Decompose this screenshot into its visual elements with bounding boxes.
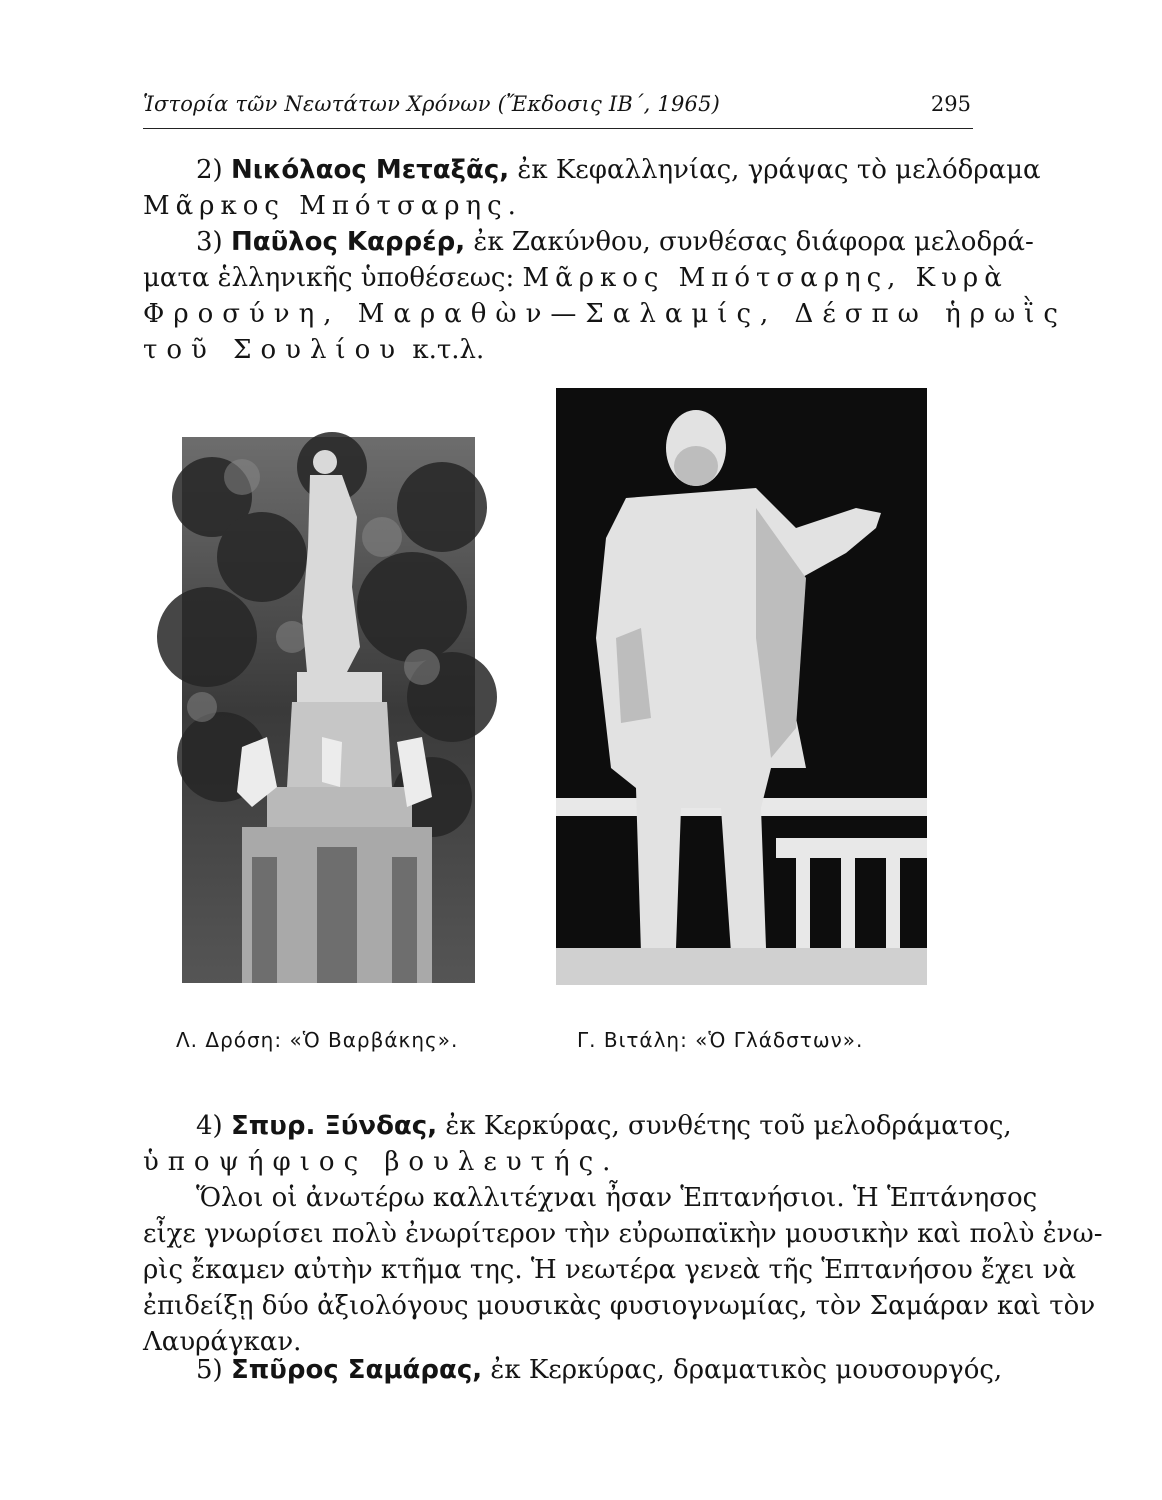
book-title: Ἱστορία τῶν Νεωτάτων Χρόνων (Ἔκδοσις ΙΒ΄, 1965): [143, 92, 721, 116]
entry-samaras: [143, 1352, 1003, 1388]
entry-number: 3): [196, 227, 231, 257]
paragraph-line: ἐπιδείξῃ δύο ἀξιολόγους μουσικὰς φυσιογνωμίας, τὸν Σαμάραν καὶ τὸν: [143, 1291, 1096, 1321]
statue-photo-icon: [556, 388, 927, 985]
entry-line: [143, 224, 1034, 260]
work-title: τοῦ Σουλίου: [143, 335, 405, 365]
entry-number: 5): [196, 1355, 231, 1385]
barbakis-statue-photo: [182, 437, 475, 983]
paragraph-line: εἶχε γνωρίσει πολὺ ἐνωρίτερον τὴν εὐρωπαϊκὴν μουσικὴν καὶ πολὺ ἐνω-: [143, 1219, 1103, 1249]
composer-name: Σπῦρος Σαμάρας,: [230, 1355, 483, 1385]
entry-line: [143, 332, 973, 368]
work-title: Φροσύνη, Μαραθὼν—Σαλαμίς, Δέσπω ἡρωῒς: [143, 299, 1067, 329]
entry-xyndas: [143, 1108, 1012, 1180]
entry-text: ἐκ Κεφαλληνίας, γράψας τὸ μελόδραμα: [509, 155, 1041, 185]
composer-name: Σπυρ. Ξύνδας,: [230, 1111, 438, 1141]
entry-text: ἐκ Κερκύρας, δραματικὸς μουσουργός,: [482, 1355, 1003, 1385]
running-header: [143, 88, 973, 129]
paragraph-line: Ὅλοι οἱ ἀνωτέρω καλλιτέχναι ἦσαν Ἑπτανήσιοι. Ἡ Ἑπτάνησος: [196, 1183, 1038, 1213]
entry-line: [143, 296, 1067, 332]
gladstone-statue-photo: [556, 388, 927, 985]
paragraph-line: Λαυράγκαν.: [143, 1327, 302, 1357]
entry-text: ἐκ Κερκύρας, συνθέτης τοῦ μελοδράματος,: [437, 1111, 1012, 1141]
entry-line: [143, 260, 1008, 296]
entry-line: [143, 188, 973, 224]
entry-metaxas: [143, 152, 1041, 224]
entry-text: ὑποψήφιος βουλευτής.: [143, 1147, 620, 1177]
paragraph-line: ρὶς ἔκαμεν αὐτὴν κτῆμα της. Ἡ νεωτέρα γενεὰ τῆς Ἑπτανήσου ἔχει νὰ: [143, 1255, 1077, 1285]
page-number: 295: [930, 92, 971, 116]
statue-photo-icon: [182, 437, 475, 983]
entry-number: 2): [196, 155, 231, 185]
entry-text: κ.τ.λ.: [404, 335, 485, 365]
caption-barbakis: Λ. Δρόση: «Ὁ Βαρβάκης».: [176, 1028, 459, 1052]
entry-line: [143, 1144, 973, 1180]
heptanese-paragraph: [143, 1180, 1103, 1360]
entry-line: [143, 1108, 1012, 1144]
entry-line: [143, 152, 1041, 188]
entry-karrer: [143, 224, 1067, 368]
entry-number: 4): [196, 1111, 231, 1141]
work-title: Μᾶρκος Μπότσαρης, Κυρὰ: [522, 263, 1008, 293]
entry-line: [143, 1352, 1003, 1388]
caption-gladstone: Γ. Βιτάλη: «Ὁ Γλάδστων».: [577, 1028, 864, 1052]
work-title: Μᾶρκος Μπότσαρης.: [143, 191, 522, 221]
composer-name: Νικόλαος Μεταξᾶς,: [230, 155, 510, 185]
composer-name: Παῦλος Καρρέρ,: [230, 227, 466, 257]
entry-text: ἐκ Ζακύνθου, συνθέσας διάφορα μελοδρά-: [465, 227, 1034, 257]
entry-text: ματα ἑλληνικῆς ὑποθέσεως:: [143, 263, 523, 293]
